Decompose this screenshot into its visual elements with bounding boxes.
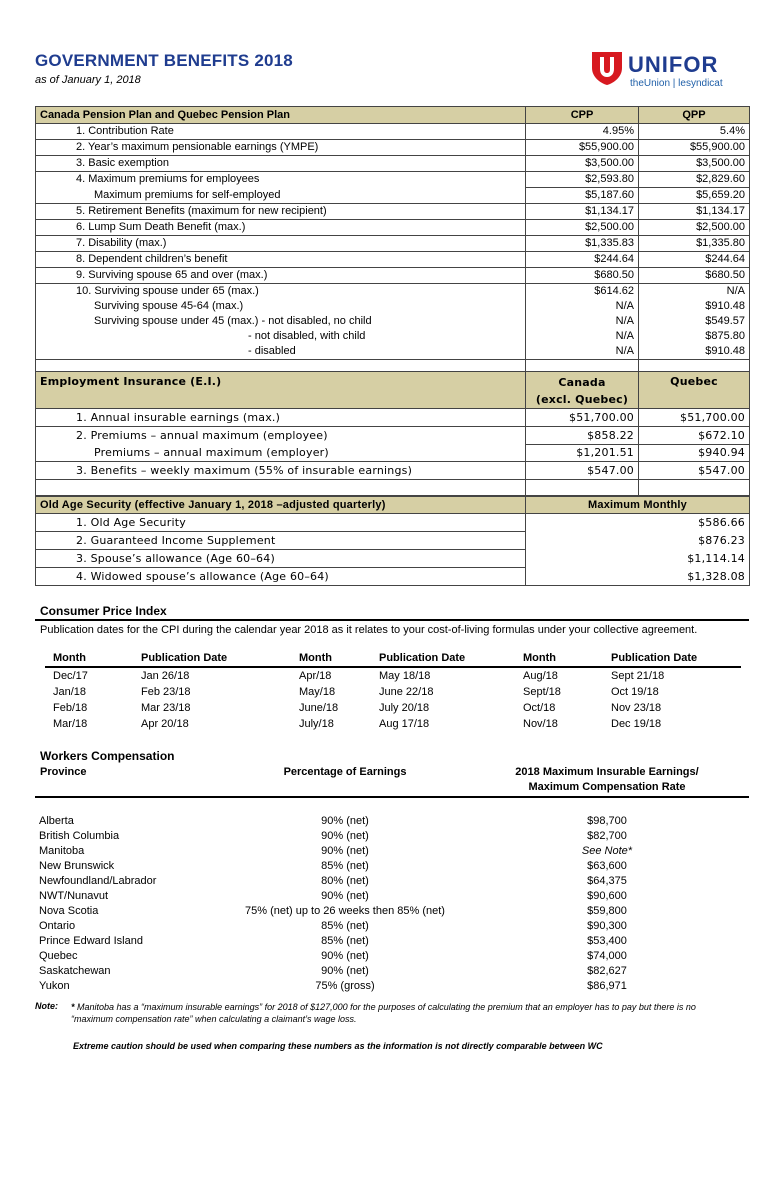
percentage: 90% (net)	[321, 889, 369, 902]
table-row	[36, 284, 750, 300]
row-label: 1. Annual insurable earnings (max.)	[36, 409, 526, 427]
qpp-value: $910.48	[639, 299, 750, 314]
row-label: Surviving spouse under 45 (max.) - not disabled, no child	[36, 314, 526, 329]
cpp-value: $1,134.17	[526, 204, 639, 220]
row-label: 1. Old Age Security	[36, 514, 526, 532]
ei-canada-label: Canada	[558, 376, 606, 389]
table-row	[36, 220, 750, 236]
col-header-publication-date: Publication Date	[133, 651, 291, 667]
logo-tagline: theUnion | lesyndicat	[630, 78, 723, 89]
row-label: 1. Contribution Rate	[36, 124, 526, 140]
col-header-month: Month	[45, 651, 133, 667]
cell: Sept 21/18	[611, 670, 665, 682]
cpp-heading: Canada Pension Plan and Quebec Pension Plan	[36, 107, 526, 124]
cell: Jan 26/18	[141, 670, 190, 682]
row-label: 3. Benefits – weekly maximum (55% of insurable earnings)	[36, 462, 526, 480]
table-row	[36, 427, 750, 445]
table-row	[35, 843, 749, 858]
cpp-header-row	[36, 107, 750, 124]
province: Ontario	[39, 919, 76, 932]
col-header-percentage: Percentage of Earnings	[225, 764, 465, 797]
cell: Nov/18	[523, 718, 558, 730]
col-header-publication-date: Publication Date	[371, 651, 515, 667]
table-row	[36, 409, 750, 427]
spacer-row	[35, 797, 749, 813]
table-row	[35, 858, 749, 873]
ei-canada-header	[526, 372, 639, 409]
row-label: 5. Retirement Benefits (maximum for new recipient)	[36, 204, 526, 220]
qpp-value: $680.50	[639, 268, 750, 284]
col-header-province: Province	[35, 764, 225, 797]
province: New Brunswick	[39, 859, 115, 872]
wc-table	[35, 764, 749, 993]
province: Prince Edward Island	[39, 934, 143, 947]
max-earnings: $90,300	[587, 919, 627, 932]
table-row	[36, 124, 750, 140]
unifor-shield-icon	[590, 50, 624, 86]
max-earnings: $64,375	[587, 874, 627, 887]
qpp-value: $244.64	[639, 252, 750, 268]
canada-value: $1,201.51	[526, 444, 639, 462]
quebec-value: $547.00	[639, 462, 750, 480]
oas-table	[35, 496, 750, 586]
oas-heading: Old Age Security (effective January 1, 2018 –adjusted quarterly)	[36, 497, 526, 514]
province: Yukon	[39, 979, 70, 992]
table-row	[36, 532, 750, 550]
wc-header-row	[35, 764, 749, 797]
oas-value: $1,114.14	[526, 550, 750, 568]
max-earnings: $82,700	[587, 829, 627, 842]
cell: Dec 19/18	[611, 718, 662, 730]
cell: Feb/18	[53, 702, 88, 714]
cpi-header-row	[45, 651, 741, 667]
table-row	[36, 329, 750, 344]
note-text	[71, 1001, 731, 1025]
province: British Columbia	[39, 829, 120, 842]
cell: Mar 23/18	[141, 702, 191, 714]
row-label: 7. Disability (max.)	[36, 236, 526, 252]
cell: June 22/18	[379, 686, 434, 698]
percentage: 90% (net)	[321, 829, 369, 842]
row-label: 10. Surviving spouse under 65 (max.)	[36, 284, 526, 300]
max-earnings: $98,700	[587, 814, 627, 827]
qpp-value: N/A	[639, 284, 750, 300]
caution-text: Extreme caution should be used when comparing these numbers as the information is not directly comparable between WC	[73, 1041, 603, 1051]
cell: May 18/18	[379, 670, 431, 682]
table-row	[36, 268, 750, 284]
ei-canada-sublabel: (excl. Quebec)	[535, 393, 629, 406]
table-row	[35, 948, 749, 963]
percentage: 75% (gross)	[315, 979, 375, 992]
qpp-value: $1,335.80	[639, 236, 750, 252]
cpp-value: $2,500.00	[526, 220, 639, 236]
table-row	[35, 828, 749, 843]
cpp-value: $680.50	[526, 268, 639, 284]
table-row	[35, 918, 749, 933]
col-header-max-earnings	[465, 764, 749, 797]
table-row	[35, 873, 749, 888]
percentage: 85% (net)	[321, 934, 369, 947]
logo-wordmark: UNIFOR	[628, 52, 719, 77]
max-earnings: $82,627	[587, 964, 627, 977]
oas-value: $1,328.08	[526, 568, 750, 586]
province: Newfoundland/Labrador	[39, 874, 157, 887]
table-row	[36, 462, 750, 480]
max-earnings: $86,971	[587, 979, 627, 992]
cpp-value: N/A	[526, 344, 639, 360]
table-row	[36, 188, 750, 204]
row-label: 2. Premiums – annual maximum (employee)	[36, 427, 526, 445]
table-row	[36, 314, 750, 329]
oas-header-row	[36, 497, 750, 514]
row-label: Surviving spouse 45-64 (max.)	[36, 299, 526, 314]
ei-table	[35, 371, 750, 496]
table-row	[35, 963, 749, 978]
table-row	[36, 568, 750, 586]
canada-value: $51,700.00	[526, 409, 639, 427]
table-row	[35, 933, 749, 948]
cpi-title: Consumer Price Index	[40, 604, 167, 618]
table-row	[45, 684, 741, 700]
qpp-value: $5,659.20	[639, 188, 750, 204]
quebec-value: $940.94	[639, 444, 750, 462]
qpp-value: $910.48	[639, 344, 750, 360]
ei-header-row	[36, 372, 750, 409]
table-row	[35, 903, 749, 918]
page-subtitle: as of January 1, 2018	[35, 74, 141, 86]
quebec-value: $672.10	[639, 427, 750, 445]
qpp-value: $3,500.00	[639, 156, 750, 172]
cpp-value: $2,593.80	[526, 172, 639, 188]
row-label: - not disabled, with child	[36, 329, 526, 344]
qpp-value: $2,500.00	[639, 220, 750, 236]
note-star: *	[71, 1002, 75, 1012]
cell: Jan/18	[53, 686, 87, 698]
ei-heading: Employment Insurance (E.I.)	[36, 372, 526, 409]
cell: Nov 23/18	[611, 702, 662, 714]
max-earnings: See Note*	[581, 844, 633, 857]
spacer-row	[36, 480, 750, 496]
qpp-col-header: QPP	[639, 107, 750, 124]
oas-value: $586.66	[526, 514, 750, 532]
cell: Dec/17	[53, 670, 88, 682]
table-row	[45, 667, 741, 684]
row-label: 4. Widowed spouse’s allowance (Age 60–64)	[36, 568, 526, 586]
qpp-value: $1,134.17	[639, 204, 750, 220]
province: Saskatchewan	[39, 964, 111, 977]
row-label: Maximum premiums for self-employed	[36, 188, 526, 204]
table-row	[36, 156, 750, 172]
cell: May/18	[299, 686, 336, 698]
canada-value: $547.00	[526, 462, 639, 480]
province: Quebec	[39, 949, 78, 962]
row-label: 3. Basic exemption	[36, 156, 526, 172]
cell: Apr 20/18	[141, 718, 189, 730]
percentage: 85% (net)	[321, 859, 369, 872]
cell: Mar/18	[53, 718, 88, 730]
province: Alberta	[39, 814, 74, 827]
qpp-value: $875.80	[639, 329, 750, 344]
percentage: 90% (net)	[321, 964, 369, 977]
max-earnings: $63,600	[587, 859, 627, 872]
table-row	[36, 514, 750, 532]
table-row	[36, 172, 750, 188]
cpi-description: Publication dates for the CPI during the calendar year 2018 as it relates to your cost-of-living formulas under your collective agreement.	[40, 624, 698, 636]
percentage: 90% (net)	[321, 949, 369, 962]
max-earnings: $53,400	[587, 934, 627, 947]
percentage: 80% (net)	[321, 874, 369, 887]
row-label: 9. Surviving spouse 65 and over (max.)	[36, 268, 526, 284]
table-row	[36, 252, 750, 268]
cpp-value: N/A	[526, 329, 639, 344]
col-header-month: Month	[291, 651, 371, 667]
col-header-publication-date: Publication Date	[603, 651, 741, 667]
cpi-table	[45, 651, 741, 732]
row-label: - disabled	[36, 344, 526, 360]
table-row	[36, 236, 750, 252]
cpp-value: $614.62	[526, 284, 639, 300]
qpp-value: $55,900.00	[639, 140, 750, 156]
ei-quebec-header: Quebec	[639, 372, 750, 409]
table-row	[35, 813, 749, 828]
cell: July 20/18	[379, 702, 430, 714]
cell: Apr/18	[299, 670, 332, 682]
oas-col-header: Maximum Monthly	[526, 497, 750, 514]
table-row	[36, 550, 750, 568]
cell: July/18	[299, 718, 334, 730]
cpp-value: $3,500.00	[526, 156, 639, 172]
wc-title: Workers Compensation	[40, 749, 175, 763]
cpp-value: 4.95%	[526, 124, 639, 140]
row-label: 6. Lump Sum Death Benefit (max.)	[36, 220, 526, 236]
percentage: 90% (net)	[321, 844, 369, 857]
cell: Feb 23/18	[141, 686, 191, 698]
province: Nova Scotia	[39, 904, 99, 917]
col-header-month: Month	[515, 651, 603, 667]
quebec-value: $51,700.00	[639, 409, 750, 427]
row-label: 4. Maximum premiums for employees	[36, 172, 526, 188]
row-label: 2. Year’s maximum pensionable earnings (YMPE)	[36, 140, 526, 156]
cell: Oct 19/18	[611, 686, 659, 698]
cpp-value: N/A	[526, 299, 639, 314]
table-row	[36, 444, 750, 462]
cpp-value: $55,900.00	[526, 140, 639, 156]
table-row	[36, 204, 750, 220]
cell: Aug 17/18	[379, 718, 430, 730]
cell: Sept/18	[523, 686, 561, 698]
canada-value: $858.22	[526, 427, 639, 445]
qpp-value: $2,829.60	[639, 172, 750, 188]
province: NWT/Nunavut	[39, 889, 109, 902]
table-row	[35, 888, 749, 903]
cpp-value: $244.64	[526, 252, 639, 268]
max-earnings: $59,800	[587, 904, 627, 917]
table-row	[45, 700, 741, 716]
col-header-max-earnings-line1: 2018 Maximum Insurable Earnings/	[515, 766, 699, 778]
cpp-value: $1,335.83	[526, 236, 639, 252]
cell: June/18	[299, 702, 339, 714]
note-label: Note:	[35, 1001, 58, 1011]
province: Manitoba	[39, 844, 85, 857]
cpp-qpp-table	[35, 106, 750, 376]
percentage: 75% (net) up to 26 weeks then 85% (net)	[245, 904, 445, 917]
note-body: Manitoba has a “maximum insurable earnings” for 2018 of $127,000 for the purposes of calculating the premium that an employer has to pay but there is no “maximum compensation rate” when calculating a claimant’s wage loss.	[71, 1002, 696, 1024]
qpp-value: $549.57	[639, 314, 750, 329]
cpp-col-header: CPP	[526, 107, 639, 124]
table-row	[45, 716, 741, 732]
row-label: 3. Spouse’s allowance (Age 60–64)	[36, 550, 526, 568]
cpp-value: N/A	[526, 314, 639, 329]
cell: Aug/18	[523, 670, 558, 682]
col-header-max-earnings-line2: Maximum Compensation Rate	[528, 781, 686, 793]
page-title: GOVERNMENT BENEFITS 2018	[35, 51, 293, 70]
qpp-value: 5.4%	[639, 124, 750, 140]
table-row	[36, 344, 750, 360]
percentage: 90% (net)	[321, 814, 369, 827]
row-label: 8. Dependent children’s benefit	[36, 252, 526, 268]
cell: Oct/18	[523, 702, 556, 714]
cpp-value: $5,187.60	[526, 188, 639, 204]
unifor-logo	[590, 50, 750, 92]
row-label: Premiums – annual maximum (employer)	[36, 444, 526, 462]
table-row	[36, 140, 750, 156]
oas-value: $876.23	[526, 532, 750, 550]
table-row	[35, 978, 749, 993]
percentage: 85% (net)	[321, 919, 369, 932]
table-row	[36, 299, 750, 314]
row-label: 2. Guaranteed Income Supplement	[36, 532, 526, 550]
cpi-rule	[35, 619, 749, 621]
max-earnings: $74,000	[587, 949, 627, 962]
max-earnings: $90,600	[587, 889, 627, 902]
